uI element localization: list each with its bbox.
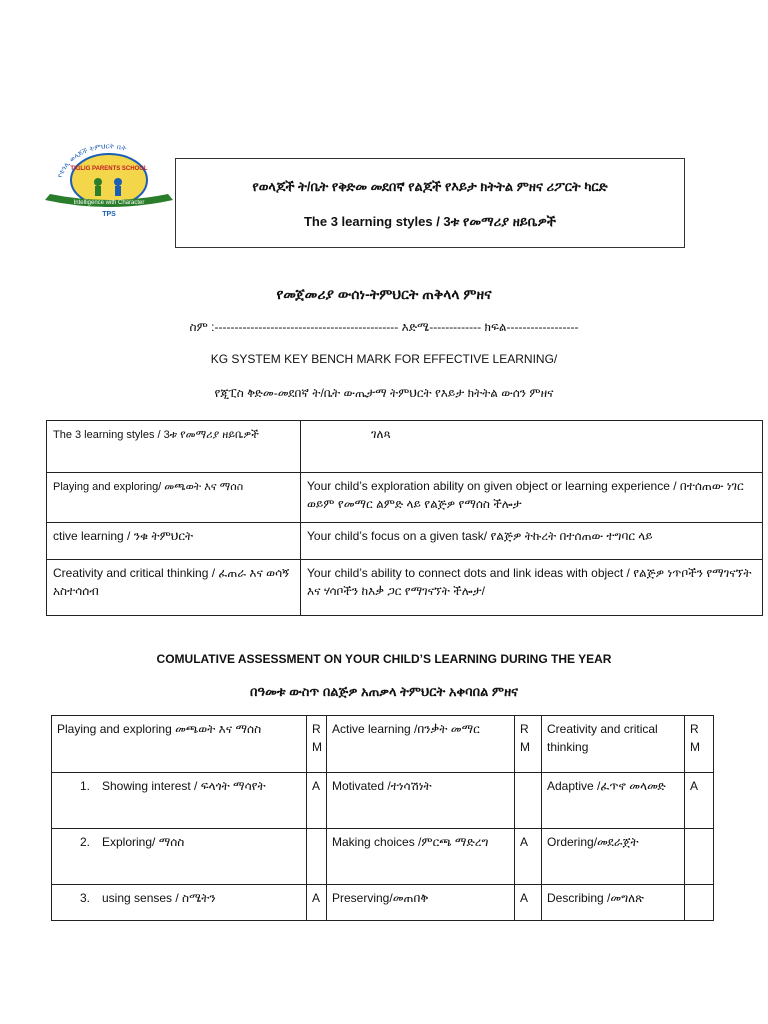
- cumulative-heading-amharic: በዓመቱ ውስጥ በልጅዎ አጠቃላ ትምህርት አቀባበል ምዘና: [249, 684, 519, 699]
- table-cell: Creativity and critical thinking / ፈጠራ እና ወሳኝ አስተሳሰብ: [47, 560, 301, 616]
- table-cell: R M: [515, 716, 542, 773]
- table-cell: Your child’s focus on a given task/ የልጅዎ ትኩረት በተሰጠው ተግባር ላይ: [301, 523, 763, 560]
- logo-name: TIGLIG PARENTS SCHOOL: [70, 166, 148, 172]
- table-row: [52, 885, 714, 921]
- amharic-benchmark-heading: የጂፒስ ቅድመ-መደበኛ ት/ቤት ውጤታማ ትምህርት የእይታ ክትትል ውሰን ምዘና: [214, 386, 554, 400]
- table-cell: Creativity and critical thinking: [542, 716, 685, 773]
- table-cell: 2. Exploring/ ማሰስ: [52, 829, 307, 885]
- table-cell: [307, 829, 327, 885]
- table-row: [47, 560, 763, 616]
- table-cell: Your child’s ability to connect dots and link ideas with object / የልጅዎ ነጥቦችን የማገናኘት እና ሃሳቦችን ከእቃ ጋር የማገናኘት ችሎታ/: [301, 560, 763, 616]
- table-cell: Playing and exploring/ መጫወት እና ማሰስ: [47, 473, 301, 523]
- table-cell: ገለጻ: [301, 421, 763, 473]
- logo-ring-text: የቲጎሊ ወላጆች ትምህርት ቤት: [55, 142, 128, 179]
- table-cell: 3. using senses / ስሜትን: [52, 885, 307, 921]
- table-cell: ctive learning / ንቁ ትምህርት: [47, 523, 301, 560]
- title-english: The 3 learning styles / 3ቱ የመማሪያ ዘይቤዎች: [303, 214, 557, 229]
- kg-benchmark-heading: KG SYSTEM KEY BENCH MARK FOR EFFECTIVE LEARNING/: [210, 352, 558, 366]
- table-cell: Adaptive /ፈጥኖ መላመድ: [542, 773, 685, 829]
- table-cell: A: [515, 829, 542, 885]
- name-age-class-line: ስም :---------------------------------------------- እድሜ------------- ክፍል------------------: [189, 320, 579, 334]
- table-cell: Active learning /በንቃት መማር: [327, 716, 515, 773]
- logo-ribbon-text: Intelligence with Character: [73, 200, 145, 206]
- logo-badge: TPS: [102, 211, 116, 218]
- section-subtitle: የመጀመሪያ ውሰነ-ትምህርት ጠቅላላ ምዘና: [276, 286, 492, 302]
- table-cell: A: [515, 885, 542, 921]
- table-cell: R M: [307, 716, 327, 773]
- table-row: [47, 473, 763, 523]
- table-cell: Playing and exploring መጫወት እና ማሰስ: [52, 716, 307, 773]
- table-header-row: [47, 421, 763, 473]
- school-logo: [40, 130, 178, 220]
- table-row: [47, 523, 763, 560]
- title-box: [175, 158, 685, 248]
- learning-styles-table: [46, 420, 763, 616]
- cumulative-assessment-table: [51, 715, 714, 921]
- table-cell: Motivated /ተነሳሽነት: [327, 773, 515, 829]
- table-cell: 1. Showing interest / ፍላጎት ማሳየት: [52, 773, 307, 829]
- table-cell: [685, 829, 714, 885]
- table-row: [52, 773, 714, 829]
- title-amharic: የወላጆች ት/ቤት የቅድመ መደበኛ የልጆች የእይታ ክትትል ምዘና ሪፖርት ካርድ: [252, 179, 608, 194]
- table-cell: Ordering/መደራጀት: [542, 829, 685, 885]
- table-cell: Making choices /ምርጫ ማድረግ: [327, 829, 515, 885]
- table-header-row: [52, 716, 714, 773]
- table-cell: A: [307, 773, 327, 829]
- table-cell: Describing /መግለጽ: [542, 885, 685, 921]
- table-cell: [515, 773, 542, 829]
- table-cell: Your child’s exploration ability on given object or learning experience / በተሰጠው ነገር ወይም የመማር ልምድ ላይ የልጅዎ የማሰስ ችሎታ: [301, 473, 763, 523]
- table-cell: R M: [685, 716, 714, 773]
- table-cell: [685, 885, 714, 921]
- cumulative-heading-english: COMULATIVE ASSESSMENT ON YOUR CHILD’S LEARNING DURING THE YEAR: [156, 652, 612, 666]
- table-cell: A: [685, 773, 714, 829]
- table-cell: A: [307, 885, 327, 921]
- table-cell: The 3 learning styles / 3ቱ የመማሪያ ዘይቤዎች: [47, 421, 301, 473]
- table-row: [52, 829, 714, 885]
- table-cell: Preserving/መጠበቅ: [327, 885, 515, 921]
